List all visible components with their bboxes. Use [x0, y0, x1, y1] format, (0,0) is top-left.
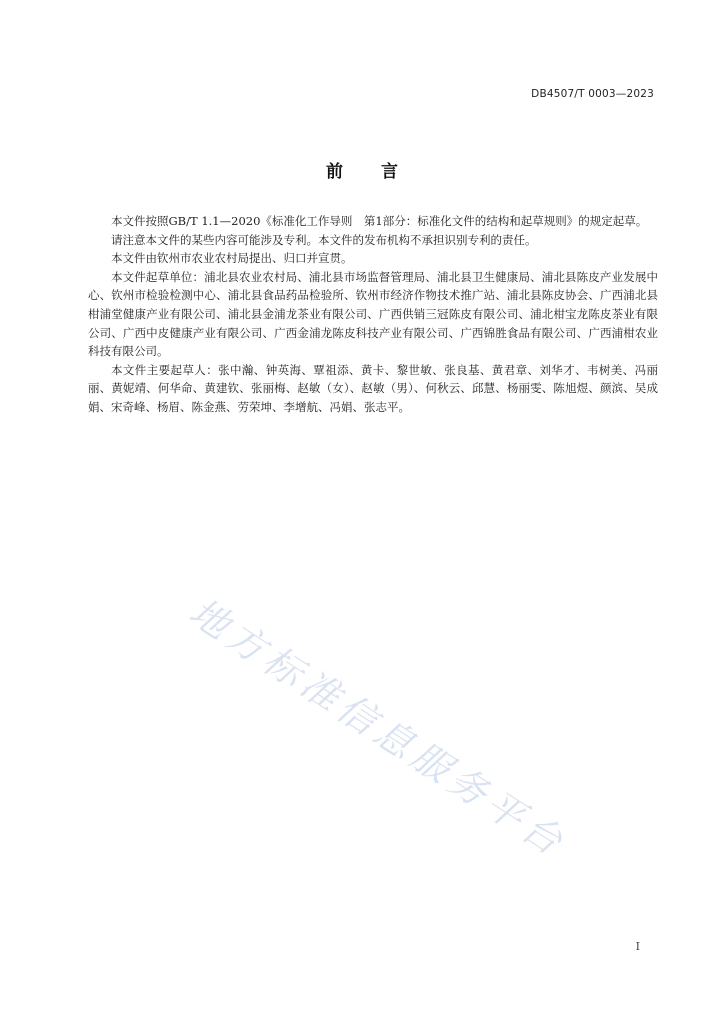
paragraph-drafters: 本文件主要起草人：张中瀚、钟英海、覃祖添、黄卡、黎世敏、张良基、黄君章、刘华才、韦树美、冯丽丽、黄妮靖、何华命、黄建钦、张丽梅、赵敏（女）、赵敏（男）、何秋云、邱慧、杨丽雯、陈旭煜、颜滨、吴成娟、宋奇峰、杨眉、陈金燕、劳荣坤、李增航、冯娟、张志平。 — [88, 362, 658, 414]
body-text — [88, 212, 658, 417]
paragraph-proposer: 本文件由钦州市农业农村局提出、归口并宣贯。 — [111, 251, 353, 266]
document-code: DB4507/T 0003—2023 — [531, 88, 654, 100]
paragraph-drafting-units: 本文件起草单位：浦北县农业农村局、浦北县市场监督管理局、浦北县卫生健康局、浦北县陈皮产业发展中心、钦州市检验检测中心、浦北县食品药品检验所、钦州市经济作物技术推广站、浦北县陈皮协会、广西浦北县柑浦堂健康产业有限公司、浦北县金浦龙茶业有限公司、广西供销三冠陈皮有限公司、浦北柑宝龙陈皮茶业有限公司、广西中皮健康产业有限公司、广西金浦龙陈皮科技产业有限公司、广西锦胜食品有限公司、广西浦柑农业科技有限公司。 — [88, 269, 658, 359]
page-number: I — [635, 940, 640, 953]
watermark-text: 地方标准信息服务平台 — [181, 589, 575, 867]
page-title: 前言 — [326, 162, 436, 182]
paragraph-drafting-basis: 本文件按照GB/T 1.1—2020《标准化工作导则 第1部分：标准化文件的结构和起草规则》的规定起草。 — [111, 214, 648, 228]
paragraph-patent-notice: 请注意本文件的某些内容可能涉及专利。本文件的发布机构不承担识别专利的责任。 — [111, 232, 537, 247]
